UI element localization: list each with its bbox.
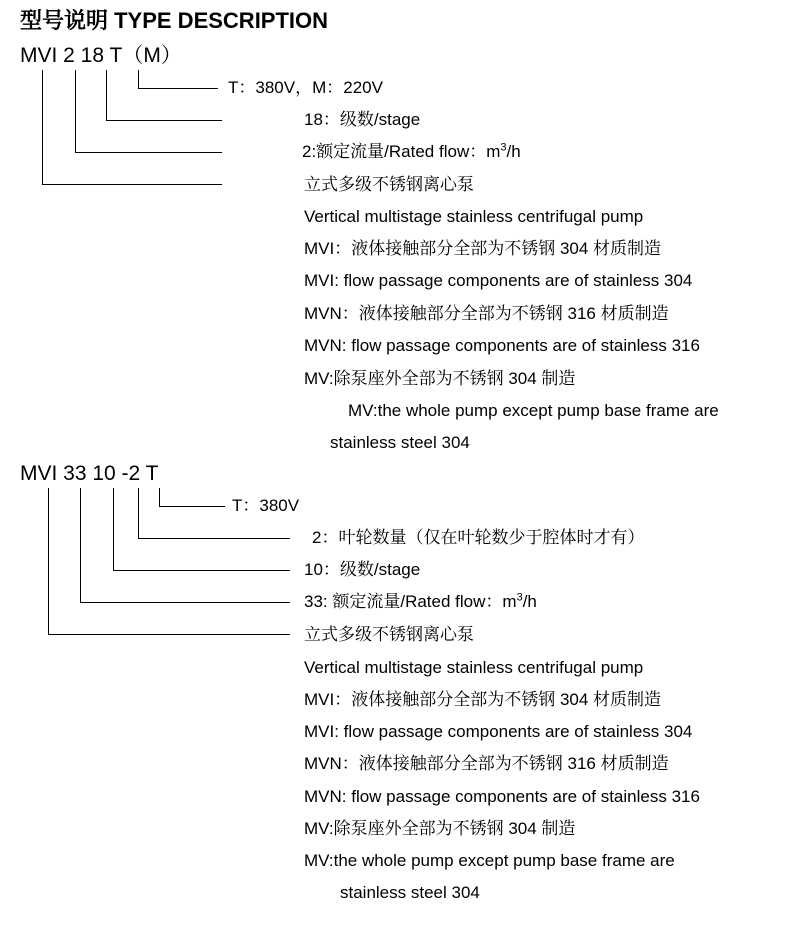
model1-desc-mv-en-cont: stainless steel 304 (330, 433, 470, 452)
model1-stage-label: 18：级数/stage (304, 110, 421, 129)
model1-desc-mvi-cn: MVI：液体接触部分全部为不锈钢 304 材质制造 (304, 239, 662, 258)
model1-desc-series-en: Vertical multistage stainless centrifugal pump (304, 207, 644, 226)
model1-flow-connector (75, 70, 76, 152)
page-title: 型号说明 TYPE DESCRIPTION (20, 8, 329, 33)
model2-stage-label: 10：级数/stage (304, 560, 421, 579)
model2-voltage-connector (159, 506, 225, 507)
model2-code: MVI 33 10 -2 T (20, 462, 159, 485)
model2-desc-mvi-cn: MVI：液体接触部分全部为不锈钢 304 材质制造 (304, 690, 662, 709)
model1-desc-mvn-cn: MVN：液体接触部分全部为不锈钢 316 材质制造 (304, 304, 669, 323)
model2-desc-series-en: Vertical multistage stainless centrifugal pump (304, 658, 644, 677)
model2-series-connector (48, 634, 290, 635)
model1-flow-label: 2:额定流量/Rated flow：$m^3/h$ (302, 141, 521, 161)
model1-desc-mvn-en: MVN: flow passage components are of stainless 316 (304, 336, 700, 355)
model2-desc-mvn-en: MVN: flow passage components are of stainless 316 (304, 787, 700, 806)
model2-desc-mv-en: MV:the whole pump except pump base frame are (304, 851, 675, 870)
model1-stage-connector (106, 120, 222, 121)
model2-voltage-label: T：380V (232, 496, 300, 515)
model1-flow-connector (75, 152, 222, 153)
model1-series-connector (42, 70, 43, 184)
model2-desc-mv-en-cont: stainless steel 304 (340, 883, 480, 902)
model2-desc-mvi-en: MVI: flow passage components are of stainless 304 (304, 722, 693, 741)
model2-impeller-connector (138, 488, 139, 538)
model2-voltage-connector (159, 488, 160, 506)
model2-flow-connector (80, 488, 81, 602)
model2-stage-connector (113, 488, 114, 570)
model2-desc-mvn-cn: MVN：液体接触部分全部为不锈钢 316 材质制造 (304, 754, 669, 773)
model1-desc-mvi-en: MVI: flow passage components are of stainless 304 (304, 271, 693, 290)
model1-voltage-connector (138, 70, 139, 88)
model1-series-connector (42, 184, 222, 185)
model2-desc-series-cn: 立式多级不锈钢离心泵 (304, 625, 474, 644)
model2-impeller-label: 2：叶轮数量（仅在叶轮数少于腔体时才有） (312, 528, 645, 547)
model2-series-connector (48, 488, 49, 634)
model2-desc-mv-cn: MV:除泵座外全部为不锈钢 304 制造 (304, 819, 576, 838)
model2-flow-connector (80, 602, 290, 603)
model1-desc-series-cn: 立式多级不锈钢离心泵 (304, 175, 474, 194)
model1-voltage-connector (138, 88, 218, 89)
model1-stage-connector (106, 70, 107, 120)
model1-code: MVI 2 18 T（M） (20, 44, 182, 67)
model1-desc-mv-en: MV:the whole pump except pump base frame are (348, 401, 719, 420)
model2-stage-connector (113, 570, 290, 571)
model2-flow-label: 33: 额定流量/Rated flow：$m^3/h$ (304, 591, 537, 611)
model1-desc-mv-cn: MV:除泵座外全部为不锈钢 304 制造 (304, 369, 576, 388)
model2-impeller-connector (138, 538, 290, 539)
model1-voltage-label: T：380V，M：220V (228, 78, 383, 97)
